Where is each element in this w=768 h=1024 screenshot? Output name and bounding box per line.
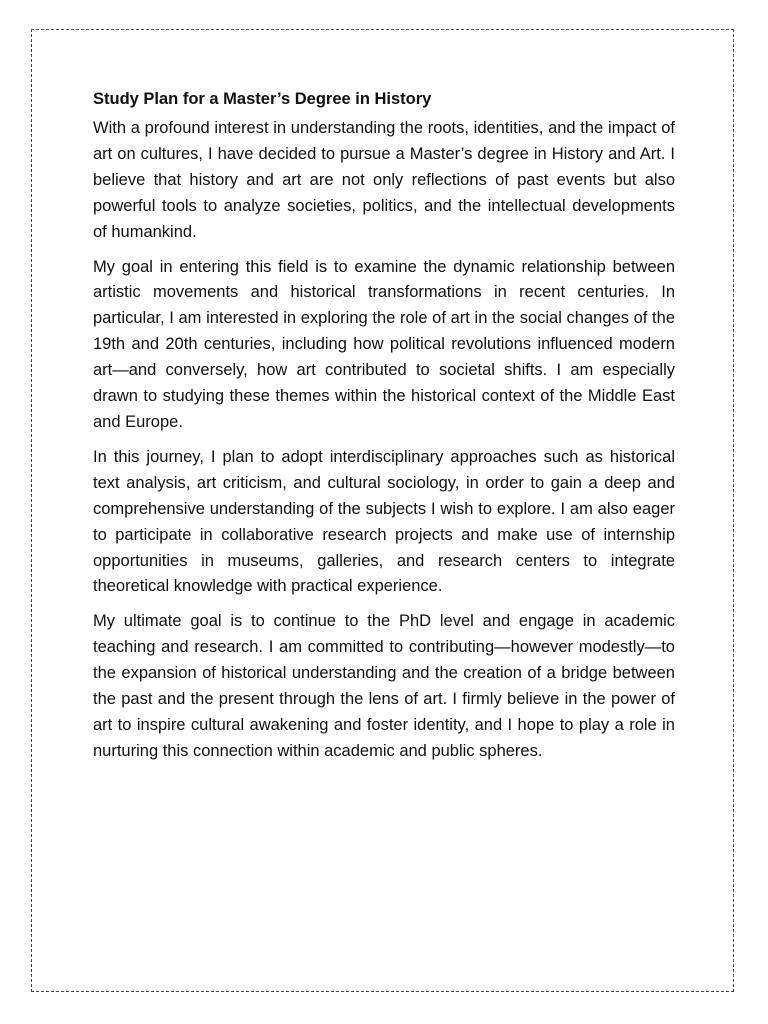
paragraph-4: My ultimate goal is to continue to the PhD level and engage in academic teaching and research. I am committed to contributing—however modestly—to the expansion of historical understanding and the creation of a bridge between the past and the present through the lens of art. I firmly believe in the power of art to inspire cultural awakening and foster identity, and I hope to play a role in nurturing this connection within academic and public spheres.	[93, 612, 675, 760]
document-title: Study Plan for a Master’s Degree in History	[93, 90, 432, 108]
paragraph-1: With a profound interest in understanding the roots, identities, and the impact of art on cultures, I have decided to pursue a Master’s degree in History and Art. I believe that history and art are not only reflections of past events but also powerful tools to analyze societies, politics, and the intellectual developments of humankind.	[93, 119, 675, 241]
document-body	[93, 86, 675, 774]
paragraph-2: My goal in entering this field is to examine the dynamic relationship between artistic movements and historical transformations in recent centuries. In particular, I am interested in exploring the role of art in the social changes of the 19th and 20th centuries, including how political revolutions influenced modern art—and conversely, how art contributed to societal shifts. I am especially drawn to studying these themes within the historical context of the Middle East and Europe.	[93, 257, 675, 431]
paragraph-3: In this journey, I plan to adopt interdisciplinary approaches such as historical text analysis, art criticism, and cultural sociology, in order to gain a deep and comprehensive understanding of the subjects I wish to explore. I am also eager to participate in collaborative research projects and make use of internship opportunities in museums, galleries, and research centers to integrate theoretical knowledge with practical experience.	[93, 447, 675, 596]
